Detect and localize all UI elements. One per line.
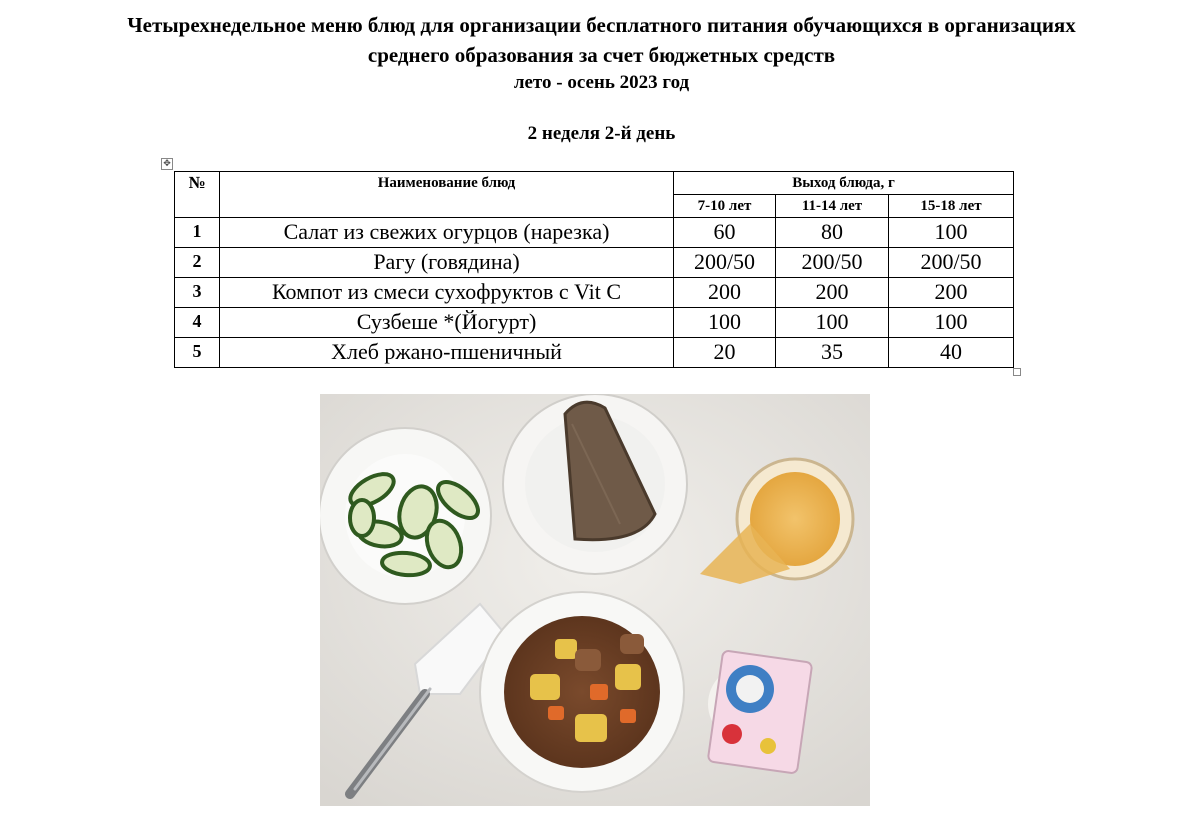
day-subtitle: 2 неделя 2-й день	[527, 123, 676, 144]
portion-value[interactable]: 200	[776, 278, 889, 308]
row-number: 1	[175, 218, 220, 248]
portion-value[interactable]: 100	[889, 218, 1014, 248]
age-group-header: 7-10 лет	[674, 195, 776, 218]
portion-value[interactable]: 35	[776, 338, 889, 368]
meal-photo	[320, 394, 870, 806]
title-line-2: среднего образования за счет бюджетных средств	[367, 43, 836, 67]
dish-name[interactable]: Рагу (говядина)	[220, 248, 674, 278]
menu-table	[174, 171, 1014, 368]
title-line-1: Четырехнедельное меню блюд для организации бесплатного питания обучающихся в организациях	[127, 13, 1076, 37]
portion-value[interactable]: 200/50	[776, 248, 889, 278]
table-row	[175, 218, 1014, 248]
portion-value[interactable]: 200/50	[674, 248, 776, 278]
portion-value[interactable]: 100	[889, 308, 1014, 338]
column-header-name: Наименование блюд	[220, 172, 674, 218]
portion-value[interactable]: 60	[674, 218, 776, 248]
dish-name[interactable]: Салат из свежих огурцов (нарезка)	[220, 218, 674, 248]
season-subtitle: лето - осень 2023 год	[513, 72, 690, 93]
row-number: 3	[175, 278, 220, 308]
stew-bowl	[480, 592, 684, 792]
row-number: 4	[175, 308, 220, 338]
table-row	[175, 308, 1014, 338]
portion-value[interactable]: 100	[674, 308, 776, 338]
column-header-output: Выход блюда, г	[674, 172, 1014, 195]
portion-value[interactable]: 200/50	[889, 248, 1014, 278]
table-row	[175, 248, 1014, 278]
portion-value[interactable]: 200	[889, 278, 1014, 308]
dish-name[interactable]: Сузбеше *(Йогурт)	[220, 308, 674, 338]
portion-value[interactable]: 20	[674, 338, 776, 368]
table-row	[175, 278, 1014, 308]
yogurt-cup	[708, 650, 813, 773]
age-group-header: 15-18 лет	[889, 195, 1014, 218]
row-number: 5	[175, 338, 220, 368]
portion-value[interactable]: 80	[776, 218, 889, 248]
row-number: 2	[175, 248, 220, 278]
age-group-header: 11-14 лет	[776, 195, 889, 218]
portion-value[interactable]: 200	[674, 278, 776, 308]
dish-name[interactable]: Компот из смеси сухофруктов с Vit C	[220, 278, 674, 308]
resize-icon[interactable]	[1013, 368, 1021, 376]
move-icon[interactable]: ✥	[161, 158, 173, 170]
dish-name[interactable]: Хлеб ржано-пшеничный	[220, 338, 674, 368]
column-header-number: №	[175, 172, 220, 218]
portion-value[interactable]: 100	[776, 308, 889, 338]
salad-plate	[320, 428, 491, 604]
bread-plate	[503, 394, 687, 574]
portion-value[interactable]: 40	[889, 338, 1014, 368]
table-row	[175, 338, 1014, 368]
